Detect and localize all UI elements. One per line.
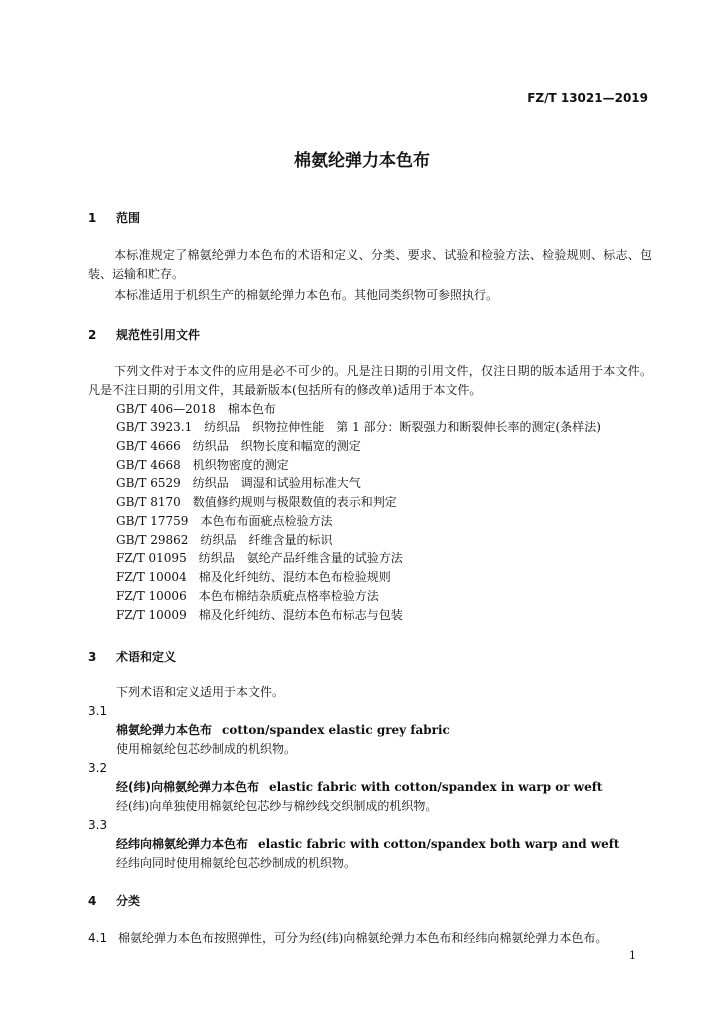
section-title: 分类 xyxy=(116,894,141,908)
reference-item: GB/T 29862 纺织品 纤维含量的标识 xyxy=(116,533,333,547)
section-title: 范围 xyxy=(116,211,141,225)
term-definition: 使用棉氨纶包芯纱制成的机织物。 xyxy=(116,742,297,756)
section-3-heading xyxy=(88,651,176,663)
document-title: 棉氨纶弹力本色布 xyxy=(294,151,430,171)
term-name xyxy=(116,781,602,793)
term-number: 3.3 xyxy=(88,818,108,832)
section-1-heading xyxy=(88,212,140,224)
reference-item: FZ/T 10004 棉及化纤纯纺、混纺本色布检验规则 xyxy=(116,570,391,584)
term-name-zh: 经(纬)向棉氨纶弹力本色布 xyxy=(116,780,259,794)
standard-code: FZ/T 13021—2019 xyxy=(527,91,648,105)
reference-item: FZ/T 10006 本色布棉结杂质疵点格率检验方法 xyxy=(116,589,379,603)
reference-item: GB/T 17759 本色布布面疵点检验方法 xyxy=(116,514,333,528)
paragraph-text: 下列文件对于本文件的应用是必不可少的。凡是注日期的引用文件，仅注日期的版本适用于本文件。凡是不注日期的引用文件，其最新版本(包括所有的修改单)适用于本文件。 xyxy=(88,364,652,397)
reference-item: FZ/T 10009 棉及化纤纯纺、混纺本色布标志与包装 xyxy=(116,608,403,622)
section-2-intro xyxy=(88,362,652,400)
term-definition: 经纬向同时使用棉氨纶包芯纱制成的机织物。 xyxy=(116,856,357,870)
reference-item: GB/T 406—2018 棉本色布 xyxy=(116,402,276,416)
section-2-heading xyxy=(88,329,200,341)
term-name-en: elastic fabric with cotton/spandex both warp and weft xyxy=(258,837,620,851)
section-number: 1 xyxy=(88,211,97,225)
section-title: 规范性引用文件 xyxy=(116,328,201,342)
reference-item: GB/T 4666 纺织品 织物长度和幅宽的测定 xyxy=(116,439,361,453)
section-title: 术语和定义 xyxy=(116,650,177,664)
term-name-zh: 棉氨纶弹力本色布 xyxy=(116,723,213,737)
reference-item: GB/T 8170 数值修约规则与极限数值的表示和判定 xyxy=(116,495,397,509)
term-name-zh: 经纬向棉氨纶弹力本色布 xyxy=(116,837,249,851)
term-name-en: elastic fabric with cotton/spandex in warp or weft xyxy=(268,780,603,794)
paragraph-text: 本标准规定了棉氨纶弹力本色布的术语和定义、分类、要求、试验和检验方法、检验规则、标志、包装、运输和贮存。 xyxy=(88,248,652,281)
term-number: 3.2 xyxy=(88,761,108,775)
clause-text: 棉氨纶弹力本色布按照弹性，可分为经(纬)向棉氨纶弹力本色布和经纬向棉氨纶弹力本色布。 xyxy=(118,931,608,945)
section-3-intro: 下列术语和定义适用于本文件。 xyxy=(116,685,285,699)
section-1-paragraph-1 xyxy=(88,246,652,284)
term-name xyxy=(116,838,619,850)
reference-item: FZ/T 01095 纺织品 氨纶产品纤维含量的试验方法 xyxy=(116,551,403,565)
term-definition: 经(纬)向单独使用棉氨纶包芯纱与棉纱线交织制成的机织物。 xyxy=(116,799,438,813)
term-name xyxy=(116,724,450,736)
paragraph-text: 本标准适用于机织生产的棉氨纶弹力本色布。其他同类织物可参照执行。 xyxy=(114,288,499,302)
section-number: 4 xyxy=(88,894,97,908)
clause-4-1 xyxy=(88,932,607,944)
clause-number: 4.1 xyxy=(88,931,108,945)
section-number: 3 xyxy=(88,650,97,664)
section-number: 2 xyxy=(88,328,97,342)
term-name-en: cotton/spandex elastic grey fabric xyxy=(222,723,450,737)
term-number: 3.1 xyxy=(88,704,108,718)
section-1-paragraph-2 xyxy=(88,286,652,305)
reference-item: GB/T 4668 机织物密度的测定 xyxy=(116,458,289,472)
reference-item: GB/T 3923.1 纺织品 织物拉伸性能 第 1 部分：断裂强力和断裂伸长率的测定(条样法) xyxy=(116,420,601,434)
page-number: 1 xyxy=(629,949,636,962)
section-4-heading xyxy=(88,895,140,907)
reference-item: GB/T 6529 纺织品 调湿和试验用标准大气 xyxy=(116,476,361,490)
